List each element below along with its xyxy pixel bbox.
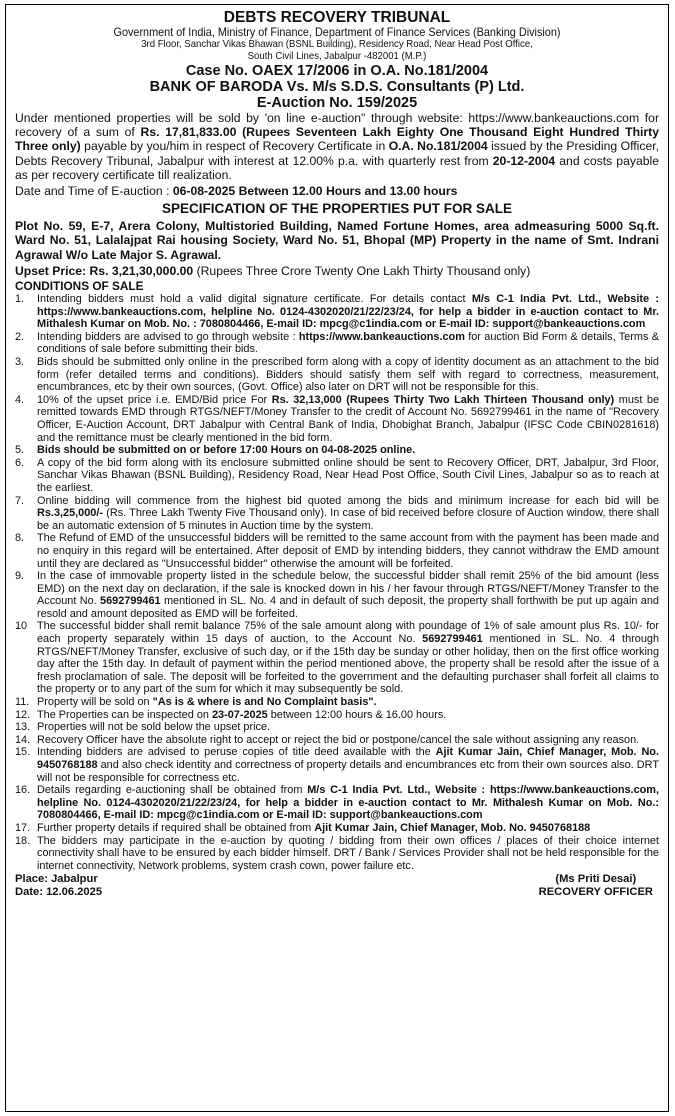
- condition-text-part: between 12:00 hours & 16.00 hours.: [267, 708, 447, 721]
- intro-text-3: issued by the Presiding Officer, Debts Recovery Tribunal, Jabalpur with interest at 12.00% p.a. with quarterly rest from: [15, 139, 660, 168]
- officer: [539, 873, 659, 898]
- condition-item: [15, 532, 659, 570]
- property-description: Plot No. 59, E-7, Arera Colony, Multistoried Building, Named Fortune Homes, area admeasuring 5000 Sq.ft. Ward No. 51, Lalalajpat Rai housing Society, Ward No. 51, Bhopal (MP) Property in the name of Smt. Indrani Agrawal W/o Late Major S. Agrawal.: [15, 219, 659, 262]
- condition-item: [15, 784, 659, 822]
- condition-item: [15, 293, 659, 331]
- condition-text: [37, 532, 659, 570]
- condition-text: [37, 620, 659, 696]
- date: Date: 12.06.2025: [15, 885, 103, 898]
- condition-number: 15.: [15, 746, 31, 759]
- condition-item: [15, 394, 659, 444]
- condition-item: [15, 444, 659, 457]
- intro-paragraph: [15, 111, 659, 182]
- auction-datetime: [15, 184, 659, 198]
- condition-text: [37, 822, 659, 835]
- condition-text: [37, 444, 659, 457]
- auction-number: E-Auction No. 159/2025: [256, 95, 418, 111]
- condition-text-part: Intending bidders are advised to peruse copies of title deed available with the: [37, 746, 436, 759]
- condition-number: 13.: [15, 721, 31, 734]
- condition-number: 2.: [15, 330, 25, 343]
- condition-text-part: mentioned in SL. No. 4 through RTGS/NEFT/Money Transfer, exclusive of such day, or if the 15th day be sunday or other holiday, then on the first office working day after the 15th day. In default of payment within the period mentioned above, the property shall be resold after the issue of a fresh proclamation of sale. The deposit will be forfeited to the government and the defaulting purchaser shall forfeit all claims to the property or to any part of the sum for which it may subsequently be sold.: [37, 633, 659, 696]
- condition-number: 16.: [15, 784, 31, 797]
- intro-text-2: payable by you/him in respect of Recovery Certificate in: [80, 139, 389, 154]
- condition-number: 9.: [15, 570, 25, 583]
- upset-price-value: Upset Price: Rs. 3,21,30,000.00: [15, 263, 194, 278]
- condition-text: [37, 570, 659, 620]
- condition-number: 18.: [15, 834, 31, 847]
- condition-item: [15, 709, 659, 722]
- condition-number: 6.: [15, 456, 25, 469]
- case-number: Case No. OAEX 17/2006 in O.A. No.181/2004: [185, 63, 489, 79]
- condition-text-part: Details regarding e-auctioning shall be obtained from: [37, 784, 308, 797]
- condition-item: [15, 746, 659, 784]
- condition-number: 14.: [15, 733, 31, 746]
- condition-number: 5.: [15, 444, 25, 457]
- condition-text: [37, 709, 659, 722]
- address-line-1: 3rd Floor, Sanchar Vikas Bhawan (BSNL Building), Residency Road, Near Head Post Office,: [141, 39, 533, 50]
- condition-text: [37, 457, 659, 495]
- condition-bold-part: https://www.bankeauctions.com: [298, 330, 465, 343]
- condition-text-part: The Refund of EMD of the unsuccessful bidders will be remitted to the same account from with the payment has been made and no enquiry in this regard will be entertained. After deposit of EMD by intending bidders, they cannot withdraw the EMD amount until they are declared as "Unsuccessful bidder" otherwise the amount will be forfeited.: [37, 532, 659, 570]
- condition-item: [15, 570, 659, 620]
- condition-bold-part: 5692799461: [100, 595, 161, 608]
- condition-number: 17.: [15, 821, 31, 834]
- condition-text-part: Recovery Officer have the absolute right to accept or reject the bid or postpone/cancel the sale without assigning any reason.: [37, 733, 640, 746]
- condition-text-part: must be remitted towards EMD through RTGS/NEFT/Money Transfer to the credit of Account No. 5692799461 in the name of "Recovery Officer, E-Auction Account, DRT Jabalpur with Central Bank of India, Dhobighat Branch, Jabalpur (IFSC Code CBIN0281618) and the remittance must be clearly mentioned in the bid form.: [37, 393, 660, 444]
- condition-text-part: Further property details if required shall be obtained from: [37, 821, 315, 834]
- condition-bold-part: Ajit Kumar Jain, Chief Manager, Mob. No. 9450768188: [37, 746, 659, 771]
- condition-item: [15, 835, 659, 873]
- condition-number: 11.: [15, 696, 30, 709]
- condition-text-part: Properties will not be sold below the upset price.: [37, 721, 271, 734]
- condition-text-part: Online bidding will commence from the highest bid quoted among the bids and minimum increase for each bid will be: [37, 494, 659, 507]
- condition-item: [15, 822, 659, 835]
- condition-item: [15, 495, 659, 533]
- officer-title: RECOVERY OFFICER: [538, 885, 653, 898]
- condition-item: [15, 457, 659, 495]
- specification-heading: SPECIFICATION OF THE PROPERTIES PUT FOR SALE: [161, 201, 513, 217]
- upset-price-words: (Rupees Three Crore Twenty One Lakh Thirty Thousand only): [193, 263, 531, 278]
- datetime-label: Date and Time of E-auction :: [15, 184, 173, 199]
- condition-text: [37, 746, 659, 784]
- condition-text-part: The bidders may participate in the e-auction by quoting / bidding from their own offices / places of their choice internet connectivity shall have to be ensured by each bidder himself. DRT / Bank / Services Provider shall not be held responsible for the internet connectivity, Network problems, system crash cown, power failure etc.: [37, 834, 659, 872]
- intro-text-4: and costs payable as per recovery certificate till realization.: [15, 153, 659, 182]
- condition-text: [37, 394, 659, 444]
- condition-text-part: The successful bidder shall remit balance 75% of the sale amount along with poundage of 1% of sale amount plus Rs. 10/- for each property separately within 15 days of auction, to the Account No.: [37, 620, 659, 646]
- condition-text-part: Bids should be submitted only online in the prescribed form along with a copy of identity document as an attachment to the bid form (refer detailed terms and conditions). Bidders should satisfy them self with regard to correctness, measurement, encumbrances, etc by their own sources, (Govt. Office) also later on DRT will not be responsible for this.: [37, 356, 659, 394]
- condition-text: [37, 721, 659, 734]
- condition-bold-part: Rs. 32,13,000 (Rupees Thirty Two Lakh Thirteen Thousand only): [271, 393, 615, 406]
- signature-block: [15, 873, 659, 898]
- parties: BANK OF BARODA Vs. M/s S.D.S. Consultants (P) Ltd.: [149, 79, 525, 95]
- condition-bold-part: 23-07-2025: [211, 708, 268, 721]
- condition-number: 4.: [15, 393, 25, 406]
- condition-text-part: mentioned in SL. No. 4 and in default of such deposit, the property shall forthwith be put up again and resold and amount deposited as EMD will be forfeited.: [37, 595, 659, 620]
- condition-text-part: Intending bidders are advised to go through website :: [37, 330, 299, 343]
- condition-text-part: Intending bidders must hold a valid digital signature certificate. For details contact: [37, 293, 472, 306]
- ministry-line: Government of India, Ministry of Finance, Department of Finance Services (Banking Division): [113, 25, 561, 39]
- condition-bold-part: "As is & where is and No Complaint basis".: [152, 696, 377, 709]
- condition-bold-part: M/s C-1 India Pvt. Ltd., Website : https://www.bankeauctions.com, helpline No. 0124-4302020/21/22/23/24, for help a bidder in e-auction contact to Mr. Mithalesh Kumar on Mob. No. : 7080804466, E-mail ID: mpcg@c1india.com or E-mail ID: support@bankeauctions.com: [37, 293, 659, 331]
- condition-number: 8.: [15, 532, 25, 545]
- oa-number: O.A. No.181/2004: [388, 139, 488, 154]
- officer-name: (Ms Priti Desai): [555, 873, 637, 886]
- condition-text: [37, 734, 659, 747]
- condition-text-part: 10% of the upset price i.e. EMD/Bid price For: [37, 393, 272, 406]
- condition-text-part: for auction Bid Form & details, Terms & conditions of sale before submitting their bids.: [37, 330, 659, 356]
- conditions-list: [15, 293, 659, 872]
- condition-item: [15, 721, 659, 734]
- condition-item: [15, 696, 659, 709]
- condition-text: [37, 293, 659, 331]
- condition-number: 7.: [15, 494, 25, 507]
- condition-text: [37, 356, 659, 394]
- condition-number: 10: [15, 620, 28, 633]
- condition-bold-part: 5692799461: [422, 633, 483, 646]
- address-line-2: South Civil Lines, Jabalpur -482001 (M.P.): [247, 51, 427, 62]
- condition-text: [37, 495, 659, 533]
- upset-price: [15, 264, 659, 278]
- condition-number: 12.: [15, 708, 31, 721]
- recovery-amount: Rs. 17,81,833.00 (Rupees Seventeen Lakh Eighty One Thousand Eight Hundred Thirty Three only): [15, 125, 660, 154]
- condition-text: [37, 784, 659, 822]
- condition-bold-part: Rs.3,25,000/-: [37, 507, 103, 520]
- condition-text-part: In the case of immovable property listed in the schedule below, the successful bidder shall remit 25% of the bid amount (less EMD) on the next day on declaration, if the sale is knocked down in his / her favour through RTGS/NEFT/Money Transfer to the Account No.: [37, 570, 659, 608]
- condition-item: [15, 356, 659, 394]
- conditions-heading: CONDITIONS OF SALE: [15, 279, 144, 294]
- auction-notice: [5, 4, 669, 1112]
- condition-item: [15, 734, 659, 747]
- condition-text-part: A copy of the bid form along with its enclosure submitted online should be sent to Recovery Officer, DRT, Jabalpur, 3rd Floor, Sanchar Vikas Bhawan (BSNL Building), Residency Road, Near Head Post Office, South Civil Lines, Jabalpur so as to reach at the earliest.: [37, 456, 659, 494]
- condition-text-part: and also check identity and correctness of property details and encumbrances etc from their own sources also. DRT will not be responsible for correctness etc.: [37, 759, 659, 784]
- condition-text: [37, 696, 659, 709]
- condition-bold-part: Bids should be submitted on or before 17:00 Hours on 04-08-2025 online.: [37, 444, 416, 457]
- condition-text: [37, 835, 659, 873]
- condition-number: 1.: [15, 293, 25, 306]
- intro-text-1: Under mentioned properties will be sold by 'on line e-auction" through website: https://www.bankeauctions.com for recovery of a sum of: [15, 111, 659, 140]
- condition-item: [15, 620, 659, 696]
- condition-number: 3.: [15, 356, 25, 368]
- condition-text: [37, 331, 659, 356]
- tribunal-title: DEBTS RECOVERY TRIBUNAL: [223, 9, 451, 26]
- datetime-value: 06-08-2025 Between 12.00 Hours and 13.00 hours: [172, 184, 458, 199]
- place-date: [15, 873, 102, 898]
- condition-text-part: The Properties can be inspected on: [37, 708, 212, 721]
- condition-bold-part: Ajit Kumar Jain, Chief Manager, Mob. No. 9450768188: [314, 821, 591, 834]
- interest-date: 20-12-2004: [492, 153, 556, 168]
- condition-bold-part: M/s C-1 India Pvt. Ltd., Website : https://www.bankeauctions.com, helpline No. 0124-4302020/21/22/23/24, for help a bidder in e-auction contact to Mr. Mithalesh Kumar on Mob. No.: 7080804466, E-mail ID: mpcg@c1india.com or E-mail ID: support@bankeauctions.com: [37, 784, 659, 822]
- condition-text-part: (Rs. Three Lakh Twenty Five Thousand only). In case of bid received before closure of Auction window, there shall be an automatic extension of 5 minutes in Auction time by the system.: [37, 507, 659, 532]
- place: Place: Jabalpur: [15, 873, 98, 886]
- condition-text-part: Property will be sold on: [37, 696, 153, 709]
- condition-item: [15, 331, 659, 356]
